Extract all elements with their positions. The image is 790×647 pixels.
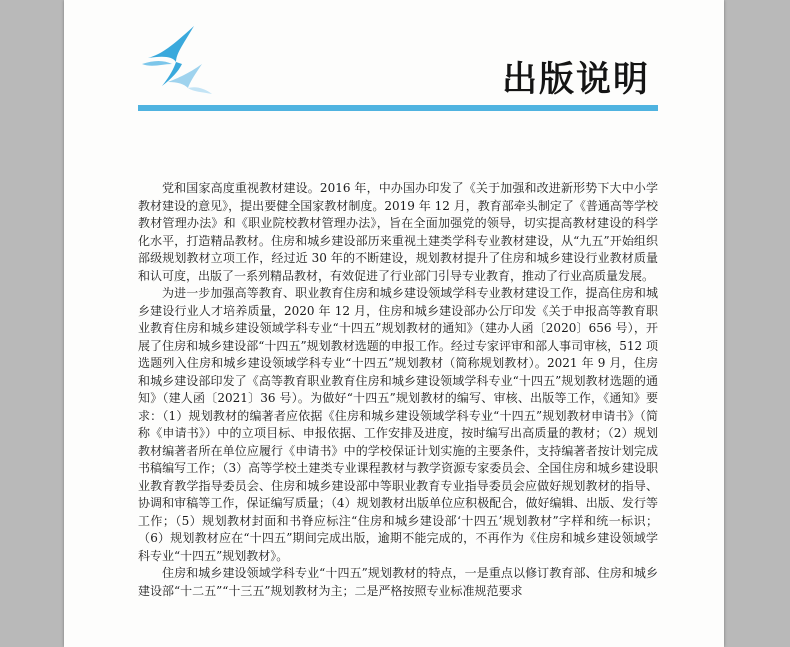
paragraph: 为进一步加强高等教育、职业教育住房和城乡建设领域学科专业教材建设工作，提高住房和城乡建设行业人才培养质量，2020 年 12 月，住房和城乡建设部办公厅印发《关于申报高等教育职业教育住房和城乡建设领域学科专业“十四五”规划教材的通知》（建办人函〔2020〕656 号），开展了住房和城乡建设部“十四五”规划教材选题的申报工作。经过专家评审和部人事司审核，512 项选题列入住房和城乡建设领域学科专业“十四五”规划教材（简称规划教材）。2021 年 9 月，住房和城乡建设部印发了《高等教育职业教育住房和城乡建设领域学科专业“十四五”规划教材选题的通知》（建人函〔2021〕36 号）。为做好“十四五”规划教材的编写、审核、出版等工作，《通知》要求：（1）规划教材的编著者应依据《住房和城乡建设领域学科专业“十四五”规划教材申请书》（简称《申请书》）中的立项目标、申报依据、工作安排及进度，按时编写出高质量的教材；（2）规划教材编著者所在单位应履行《申请书》中的学校保证计划实施的主要条件，支持编著者按计划完成书稿编写工作；（3）高等学校土建类专业课程教材与教学资源专家委员会、全国住房和城乡建设职业教育教学指导委员会、住房和城乡建设部中等职业教育专业指导委员会应做好规划教材的指导、协调和审稿等工作，保证编写质量；（4）规划教材出版单位应积极配合，做好编辑、出版、发行等工作；（5）规划教材封面和书脊应标注“住房和城乡建设部‘十四五’规划教材”字样和统一标识；（6）规划教材应在“十四五”期间完成出版，逾期不能完成的，不再作为《住房和城乡建设领域学科专业“十四五”规划教材》。 xyxy=(138,286,658,563)
page-title: 出版说明 xyxy=(502,60,651,100)
body-text xyxy=(138,180,658,600)
document-page xyxy=(64,0,724,647)
flying-birds-logo-icon xyxy=(138,24,214,98)
title-underline-rule xyxy=(138,105,658,111)
paragraph: 住房和城乡建设领域学科专业“十四五”规划教材的特点，一是重点以修订教育部、住房和城乡建设部“十二五”“十三五”规划教材为主；二是严格按照专业标准规范要求 xyxy=(138,566,658,598)
paragraph: 党和国家高度重视教材建设。2016 年，中办国办印发了《关于加强和改进新形势下大中小学教材建设的意见》，提出要健全国家教材制度。2019 年 12 月，教育部牵头制定了《普通高等学校教材管理办法》和《职业院校教材管理办法》，旨在全面加强党的领导，切实提高教材建设的科学化水平，打造精品教材。住房和城乡建设部历来重视土建类学科专业教材建设，从“九五”开始组织部级规划教材立项工作，经过近 30 年的不断建设，规划教材提升了住房和城乡建设行业教材质量和认可度，出版了一系列精品教材，有效促进了行业部门引导专业教育，推动了行业高质量发展。 xyxy=(138,181,658,283)
